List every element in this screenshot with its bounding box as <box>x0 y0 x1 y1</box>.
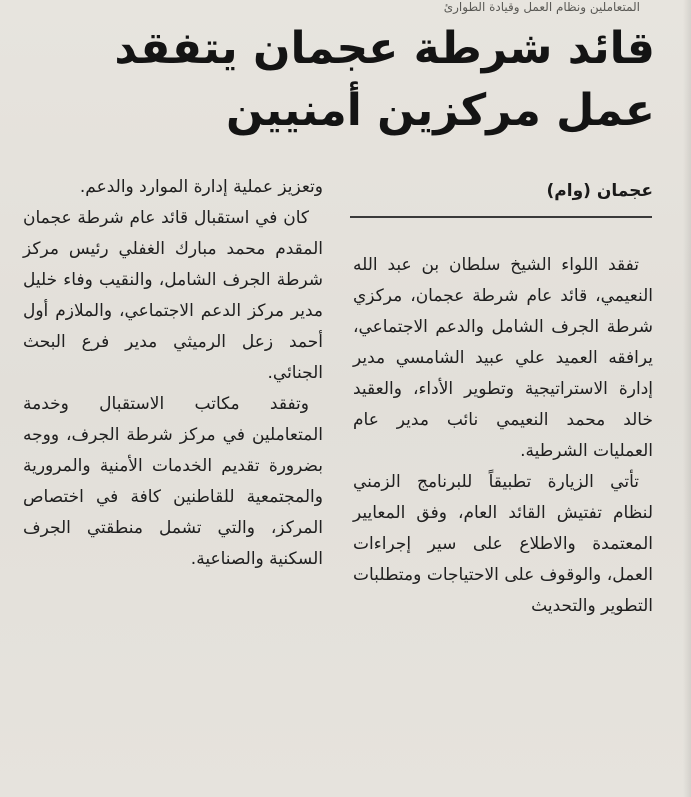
headline-line-1: قائد شرطة عجمان يتفقد <box>114 23 655 74</box>
page-fold-shadow <box>683 0 691 797</box>
byline: عجمان (وام) <box>546 181 653 201</box>
paragraph: وتعزيز عملية إدارة الموارد والدعم. <box>79 177 323 197</box>
article-column-left <box>23 172 323 575</box>
headline-line-2: عمل مركزين أمنيين <box>226 85 655 136</box>
paragraph: وتفقد مكاتب الاستقبال وخدمة المتعاملين في مركز شرطة الجرف، ووجه بضرورة تقديم الخدمات الأمنية والمرورية والمجتمعية للقاطنين كافة في اختصاص المركز، والتي تشمل منطقتي الجرف السكنية والصناعية. <box>23 394 323 569</box>
paragraph: تفقد اللواء الشيخ سلطان بن عبد الله النعيمي، قائد عام شرطة عجمان، مركزي شرطة الجرف الشامل والدعم الاجتماعي، يرافقه العميد علي عبيد الشامسي مدير إدارة الاستراتيجية وتطوير الأداء، والعقيد خالد محمد النعيمي نائب مدير عام العمليات الشرطية. <box>353 255 653 461</box>
paragraph: تأتي الزيارة تطبيقاً للبرنامج الزمني لنظام تفتيش القائد العام، وفق المعايير المعتمدة والاطلاع على سير إجراءات العمل، والوقوف على الاحتياجات ومتطلبات التطوير والتحديث <box>353 472 653 616</box>
bleed-through-text: المتعاملين ونظام العمل وقيادة الطوارئ <box>443 0 640 14</box>
byline-rule <box>350 216 652 218</box>
article-column-right <box>353 250 653 622</box>
paragraph: كان في استقبال قائد عام شرطة عجمان المقدم محمد مبارك الغفلي رئيس مركز شرطة الجرف الشامل، والنقيب وفاء خليل مدير مركز الدعم الاجتماعي، والملازم أول أحمد زعل الرميثي مدير فرع البحث الجنائي. <box>23 208 323 383</box>
headline <box>55 18 655 142</box>
